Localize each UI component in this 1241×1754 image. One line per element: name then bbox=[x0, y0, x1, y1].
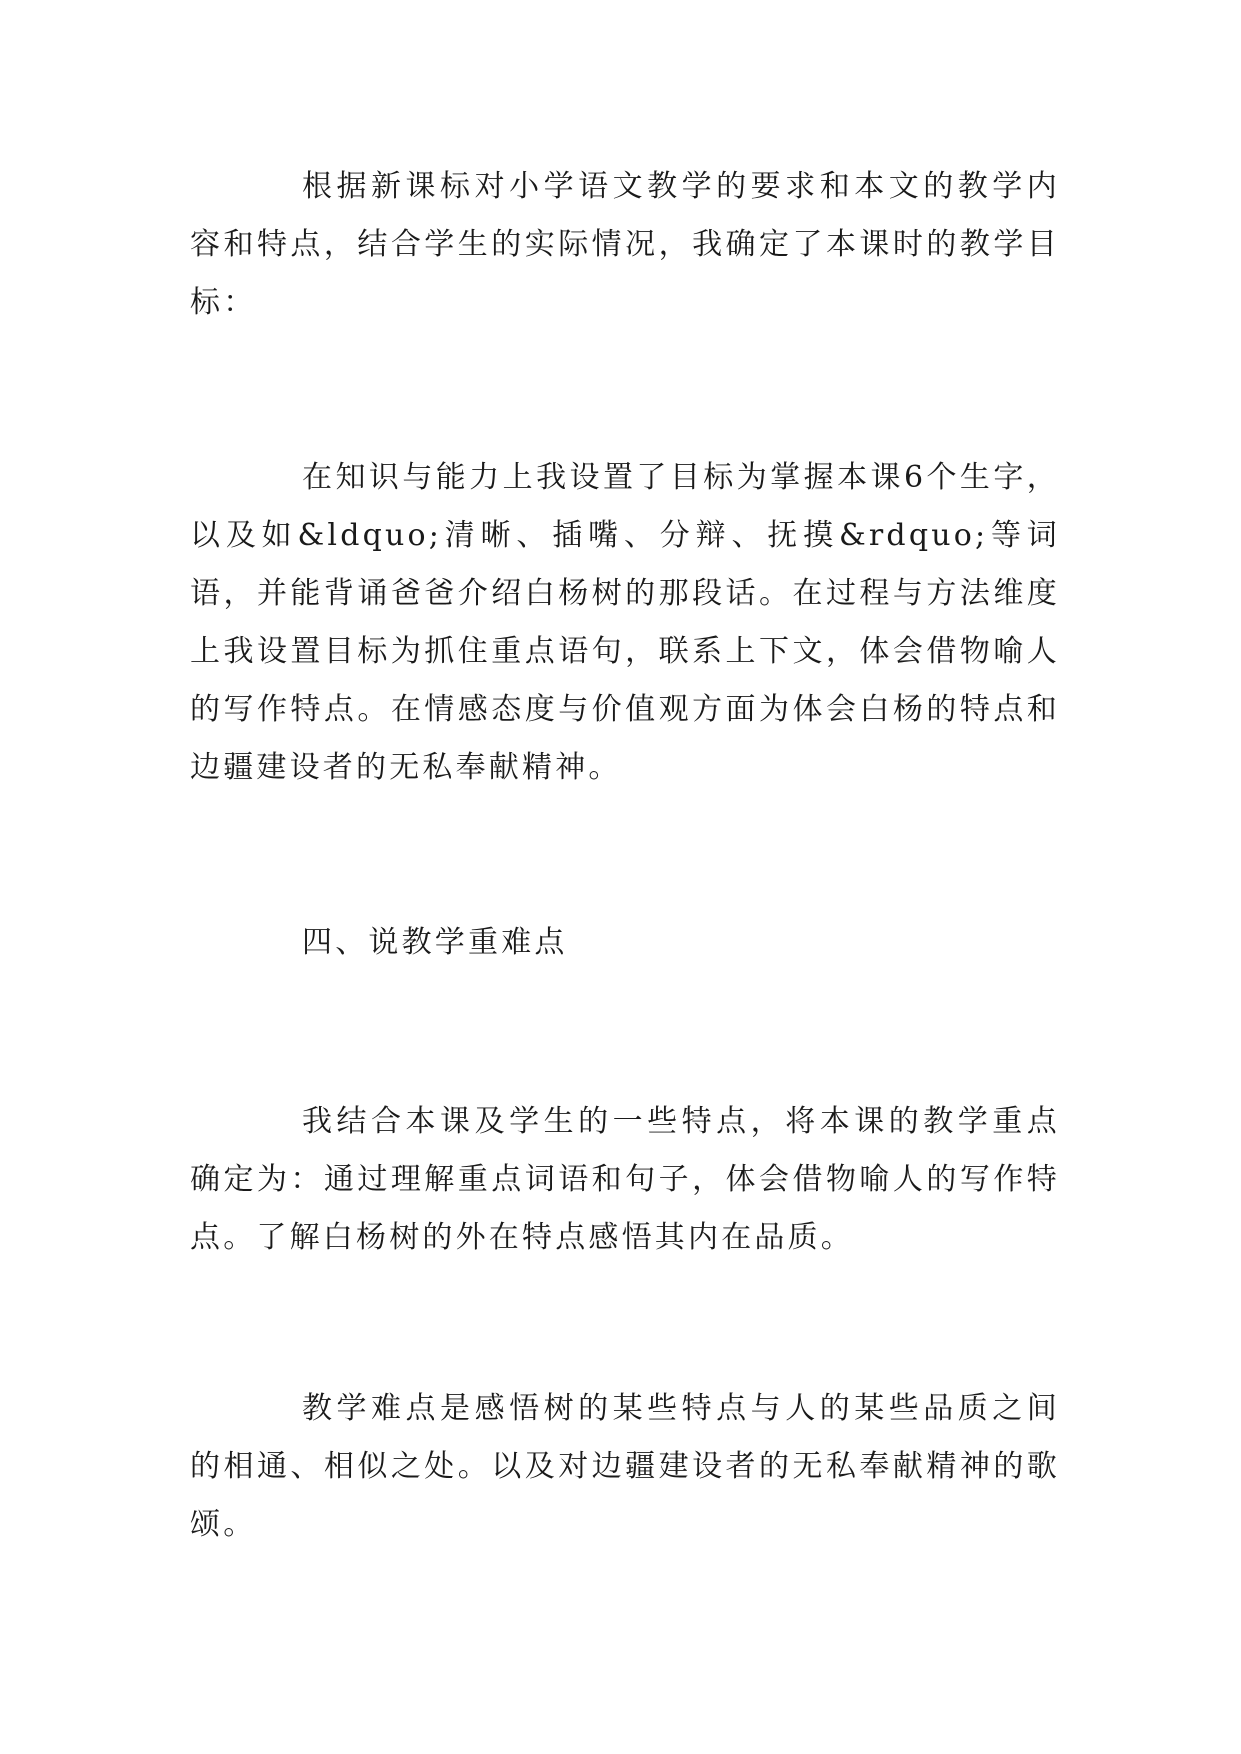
section-heading-key-difficult-points: 四、说教学重难点 bbox=[302, 925, 568, 960]
paragraph-teaching-goals-intro: 根据新课标对小学语文教学的要求和本文的教学内容和特点，结合学生的实际情况，我确定了本课时的教学目标： bbox=[190, 169, 1060, 320]
paragraph-difficult-points: 教学难点是感悟树的某些特点与人的某些品质之间的相通、相似之处。以及对边疆建设者的无私奉献精神的歌颂。 bbox=[190, 1391, 1060, 1542]
paragraph-key-points: 我结合本课及学生的一些特点，将本课的教学重点确定为：通过理解重点词语和句子，体会借物喻人的写作特点。了解白杨树的外在特点感悟其内在品质。 bbox=[190, 1104, 1060, 1255]
paragraph-teaching-goals-detail: 在知识与能力上我设置了目标为掌握本课6个生字，以及如&ldquo;清晰、插嘴、分辩、抚摸&rdquo;等词语，并能背诵爸爸介绍白杨树的那段话。在过程与方法维度上我设置目标为抓住重点语句，联系上下文，体会借物喻人的写作特点。在情感态度与价值观方面为体会白杨的特点和边疆建设者的无私奉献精神。 bbox=[190, 460, 1060, 785]
